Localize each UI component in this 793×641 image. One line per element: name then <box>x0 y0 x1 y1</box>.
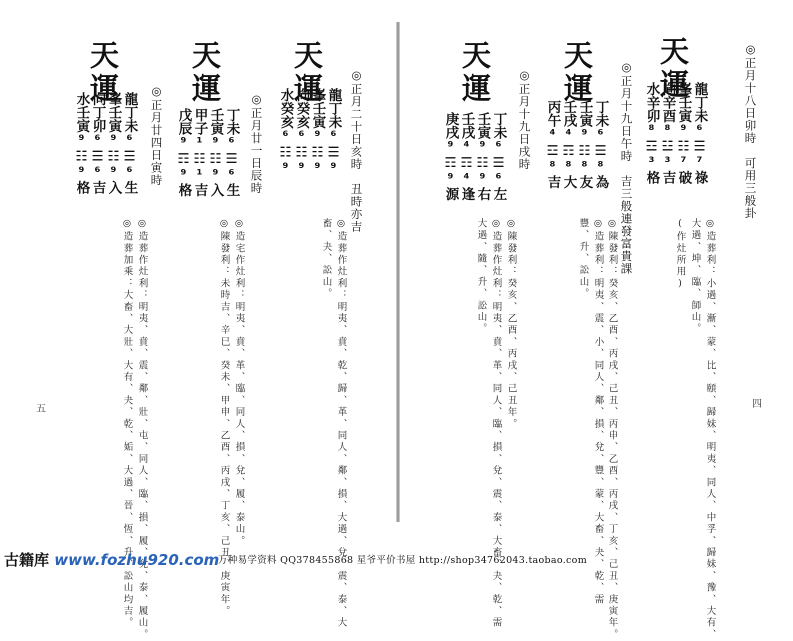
column-l1-date: ◎正月二十日亥時 丑時亦吉 <box>349 68 364 233</box>
left-page-number: 五 <box>36 404 46 415</box>
column-r1-p4: 水辛卯⁸☲³格 <box>643 82 660 184</box>
column-l3-p3: 向丁卯⁶☰⁶吉 <box>89 92 106 194</box>
page-gutter <box>396 22 400 522</box>
column-l1-p3: 向癸亥⁶☷⁹ <box>293 88 310 177</box>
column-r1-n3: (作灶所用) <box>674 218 686 292</box>
site-logo[interactable] <box>4 549 219 570</box>
column-r1-p2: 峯壬寅⁹☷⁷破 <box>675 82 692 184</box>
column-r3-n3: 大過、隨、升、訟山。 <box>475 218 487 335</box>
column-l1-p2: 峯壬寅⁹☷⁹ <box>309 88 326 177</box>
footer-text: 万种易学资料 QQ378455868 星爷平价书屋 http://shop34762043.taobao.com <box>218 555 588 566</box>
column-l2-date: ◎正月廿一日辰時 <box>249 92 264 195</box>
column-r3-p4: 庚戌⁹☶⁹源 <box>442 112 459 201</box>
column-r1-p3: 向辛酉⁸☳³吉 <box>659 82 676 184</box>
column-l1-p4: 水癸亥⁶☷⁹ <box>277 88 294 177</box>
column-l2-p4: 戊辰⁹☶⁹格 <box>175 108 192 197</box>
column-l3-p4: 水壬寅⁹☷⁹格 <box>73 92 90 194</box>
right-page-number: 四 <box>752 399 762 410</box>
column-l3-h: 天運 <box>86 40 120 106</box>
column-r2-n3: 豐、升、訟山。 <box>577 218 589 300</box>
column-r3-p1: 丁未⁶☰⁶左 <box>490 112 507 201</box>
column-l2-h: 天運 <box>188 40 222 106</box>
column-l2-p1: 丁未⁶☰⁶生 <box>223 108 240 197</box>
column-l2-p2: 壬寅⁹☷⁹入 <box>207 108 224 197</box>
column-l3-p2: 峯壬寅⁹☷⁹入 <box>105 92 122 194</box>
column-r2-p2: 壬寅⁹☷⁸友 <box>576 100 593 189</box>
column-r1-n1: ◎造葬利：小過、漸、蒙、比、頤、歸妹、明夷、同人、中孚、歸妹、豫、大有、 <box>704 218 716 641</box>
footer-bar <box>0 548 793 571</box>
column-r2-n1: ◎陳發利：癸亥、乙酉、丙戌、己丑、丙申、乙酉、丙戌、丁亥、己丑、庚寅年。 <box>606 218 618 641</box>
column-r3-n1: ◎陳發利：癸亥、乙酉、丙戌、己丑年。 <box>505 218 517 431</box>
column-r1-date: ◎正月十八日卯時 可用三般卦 <box>743 42 758 220</box>
column-l1-h: 天運 <box>290 40 324 106</box>
column-r3-p2: 壬寅⁹☷⁹右 <box>474 112 491 201</box>
column-l1-n2: 畜、夬、訟山。 <box>320 218 332 300</box>
column-r1-h: 天運 <box>656 36 690 102</box>
column-l2-p3: 甲子¹☷¹吉 <box>191 108 208 197</box>
column-l1-p1: 龍丁未⁶☰⁹ <box>325 88 342 177</box>
column-l3-n0: ◎造葬作灶利：明夷、賁、震、鄰、壯、屯、同人、臨、損、履、兌、泰、履山。 <box>136 218 148 641</box>
column-r1-p1: 龍丁未⁶☰⁷祿 <box>691 82 708 184</box>
column-l2-n2: ◎陳發利：未時吉、辛巳、癸未、甲申、乙酉、丙戌、丁亥、己丑、庚寅年。 <box>218 218 230 618</box>
logo-text: 古籍库 <box>4 551 50 569</box>
column-l3-n1: ◎造葬加乘：大畜、大壯、大有、夬、乾、姤、大過、晉、恆、升、訟山均吉。 <box>121 218 133 629</box>
column-r3-h: 天運 <box>458 40 492 106</box>
logo-url: www.fozhu920.com <box>54 551 220 569</box>
column-r3-date: ◎正月十九日戌時 <box>517 68 532 171</box>
column-r2-p3: 壬戌⁴☶⁸大 <box>560 100 577 189</box>
column-r2-n2: ◎造葬利：明夷、震、小、同人、鄰、損、兌、豐、蒙、大畜、夬、乾、需 <box>592 218 604 606</box>
column-r2-p1: 丁未⁶☰⁸為 <box>592 100 609 189</box>
column-r3-n2: ◎造葬作灶利：明夷、賁、革、同人、臨、損、兌、震、泰、大畜、夬、乾、需 <box>490 218 502 629</box>
column-l3-date: ◎正月廿四日寅時 <box>149 84 164 187</box>
column-l2-n1: ◎造宅作灶利：明夷、賁、革、臨、同人、損、兌、履、泰山。 <box>233 218 245 548</box>
column-r3-p3: 壬戌⁴☶⁴逢 <box>458 112 475 201</box>
column-r1-n2: 大過、坤、臨、師山。 <box>689 218 701 335</box>
column-r2-h: 天運 <box>560 40 594 106</box>
column-l1-n1: ◎造葬作灶利：明夷、賁、乾、歸、革、同人、鄰、損、大過、兌、震、泰、大 <box>335 218 347 629</box>
column-r2-p4: 丙午⁴☲⁸吉 <box>544 100 561 189</box>
column-l3-p1: 龍丁未⁶☰⁶生 <box>121 92 138 194</box>
column-r2-date: ◎正月十九日午時 吉三般連發富貴課 <box>619 60 634 275</box>
